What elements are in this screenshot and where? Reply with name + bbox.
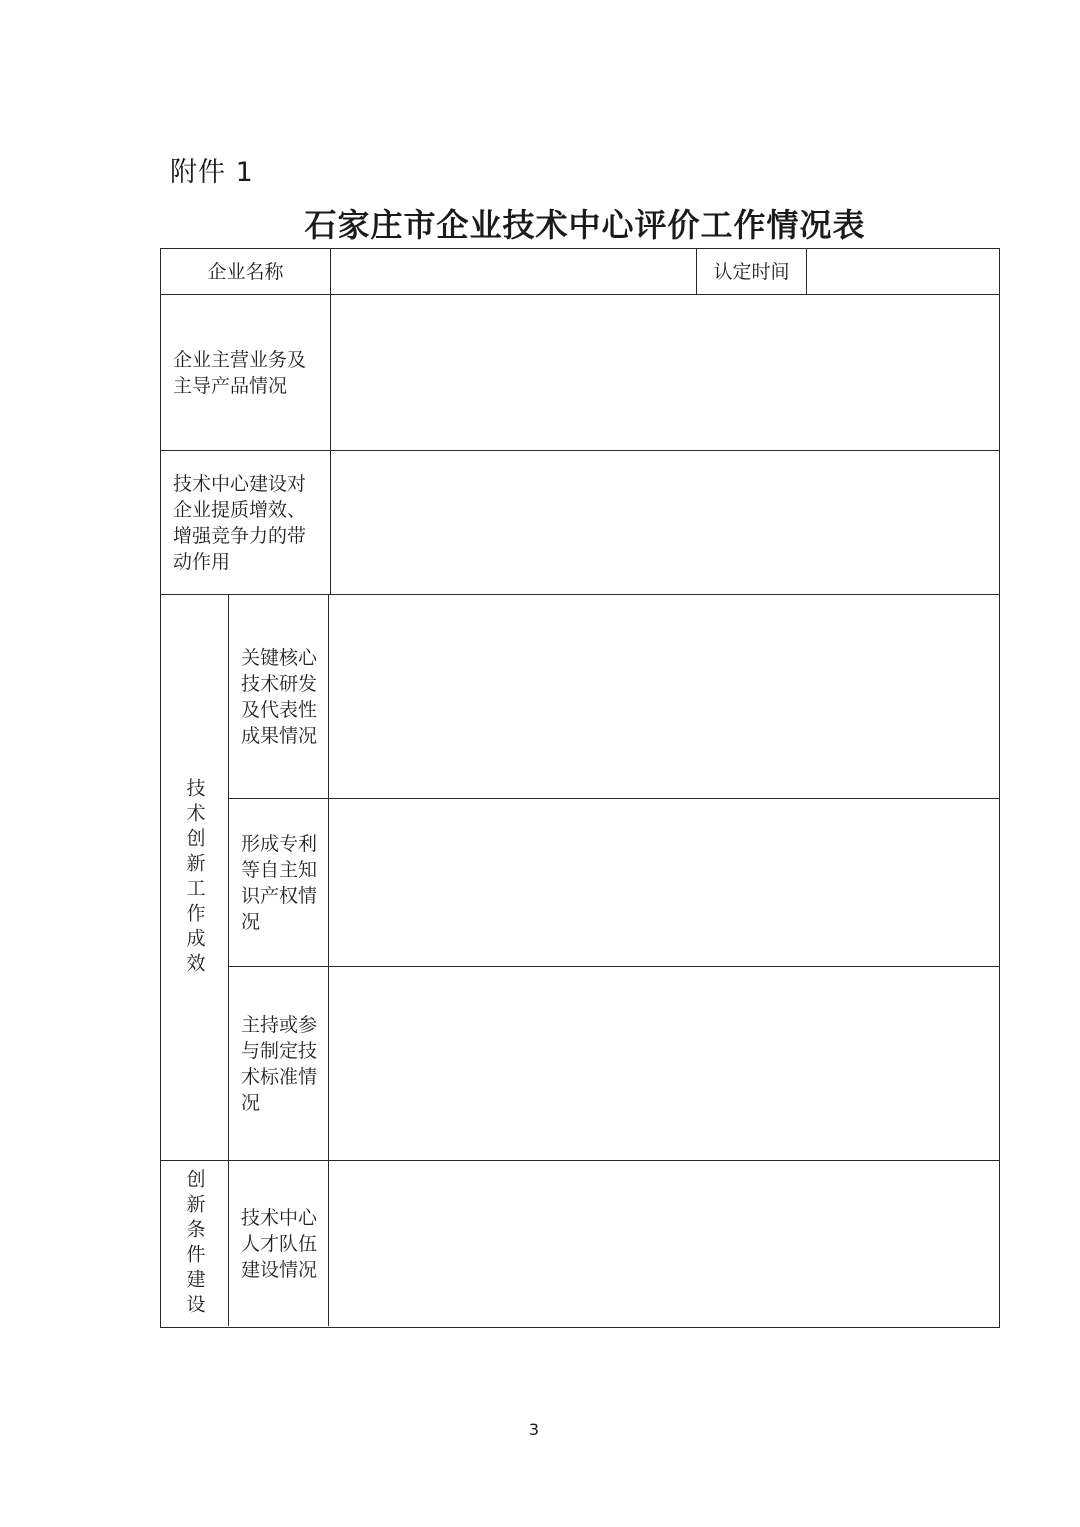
- document-title: 石家庄市企业技术中心评价工作情况表: [304, 206, 866, 244]
- key-tech-label: 关键核心技术研发及代表性成果情况: [229, 595, 329, 798]
- row-main-business: [161, 295, 999, 451]
- talent-label: 技术中心人才队伍建设情况: [229, 1161, 329, 1326]
- evaluation-form-table: [160, 248, 1000, 1328]
- ip-field[interactable]: [329, 799, 999, 966]
- main-business-field[interactable]: [331, 295, 999, 450]
- subrow-key-tech: [229, 595, 999, 799]
- subrow-standards: [229, 967, 999, 1161]
- innovation-conditions-group-label: 创新条件建设: [161, 1161, 229, 1326]
- innovation-results-group-label: 技术创新工作成效: [161, 595, 229, 1160]
- main-business-label: 企业主营业务及主导产品情况: [161, 295, 331, 450]
- standards-label: 主持或参与制定技术标准情况: [229, 967, 329, 1161]
- center-role-label: 技术中心建设对企业提质增效、增强竞争力的带动作用: [161, 451, 331, 594]
- standards-field[interactable]: [329, 967, 999, 1161]
- row-company-name: [161, 249, 999, 295]
- row-center-role: [161, 451, 999, 595]
- certified-time-label: 认定时间: [697, 249, 807, 294]
- company-name-field[interactable]: [331, 249, 697, 294]
- row-group-innovation-conditions: [161, 1161, 999, 1326]
- page-number: 3: [528, 1420, 540, 1439]
- key-tech-field[interactable]: [329, 595, 999, 798]
- certified-time-field[interactable]: [807, 249, 999, 294]
- ip-label: 形成专利等自主知识产权情况: [229, 799, 329, 966]
- subrow-ip: [229, 799, 999, 967]
- row-group-innovation-results: [161, 595, 999, 1161]
- talent-field[interactable]: [329, 1161, 999, 1326]
- company-name-label: 企业名称: [161, 249, 331, 294]
- center-role-field[interactable]: [331, 451, 999, 594]
- attachment-label: 附件 1: [170, 157, 254, 188]
